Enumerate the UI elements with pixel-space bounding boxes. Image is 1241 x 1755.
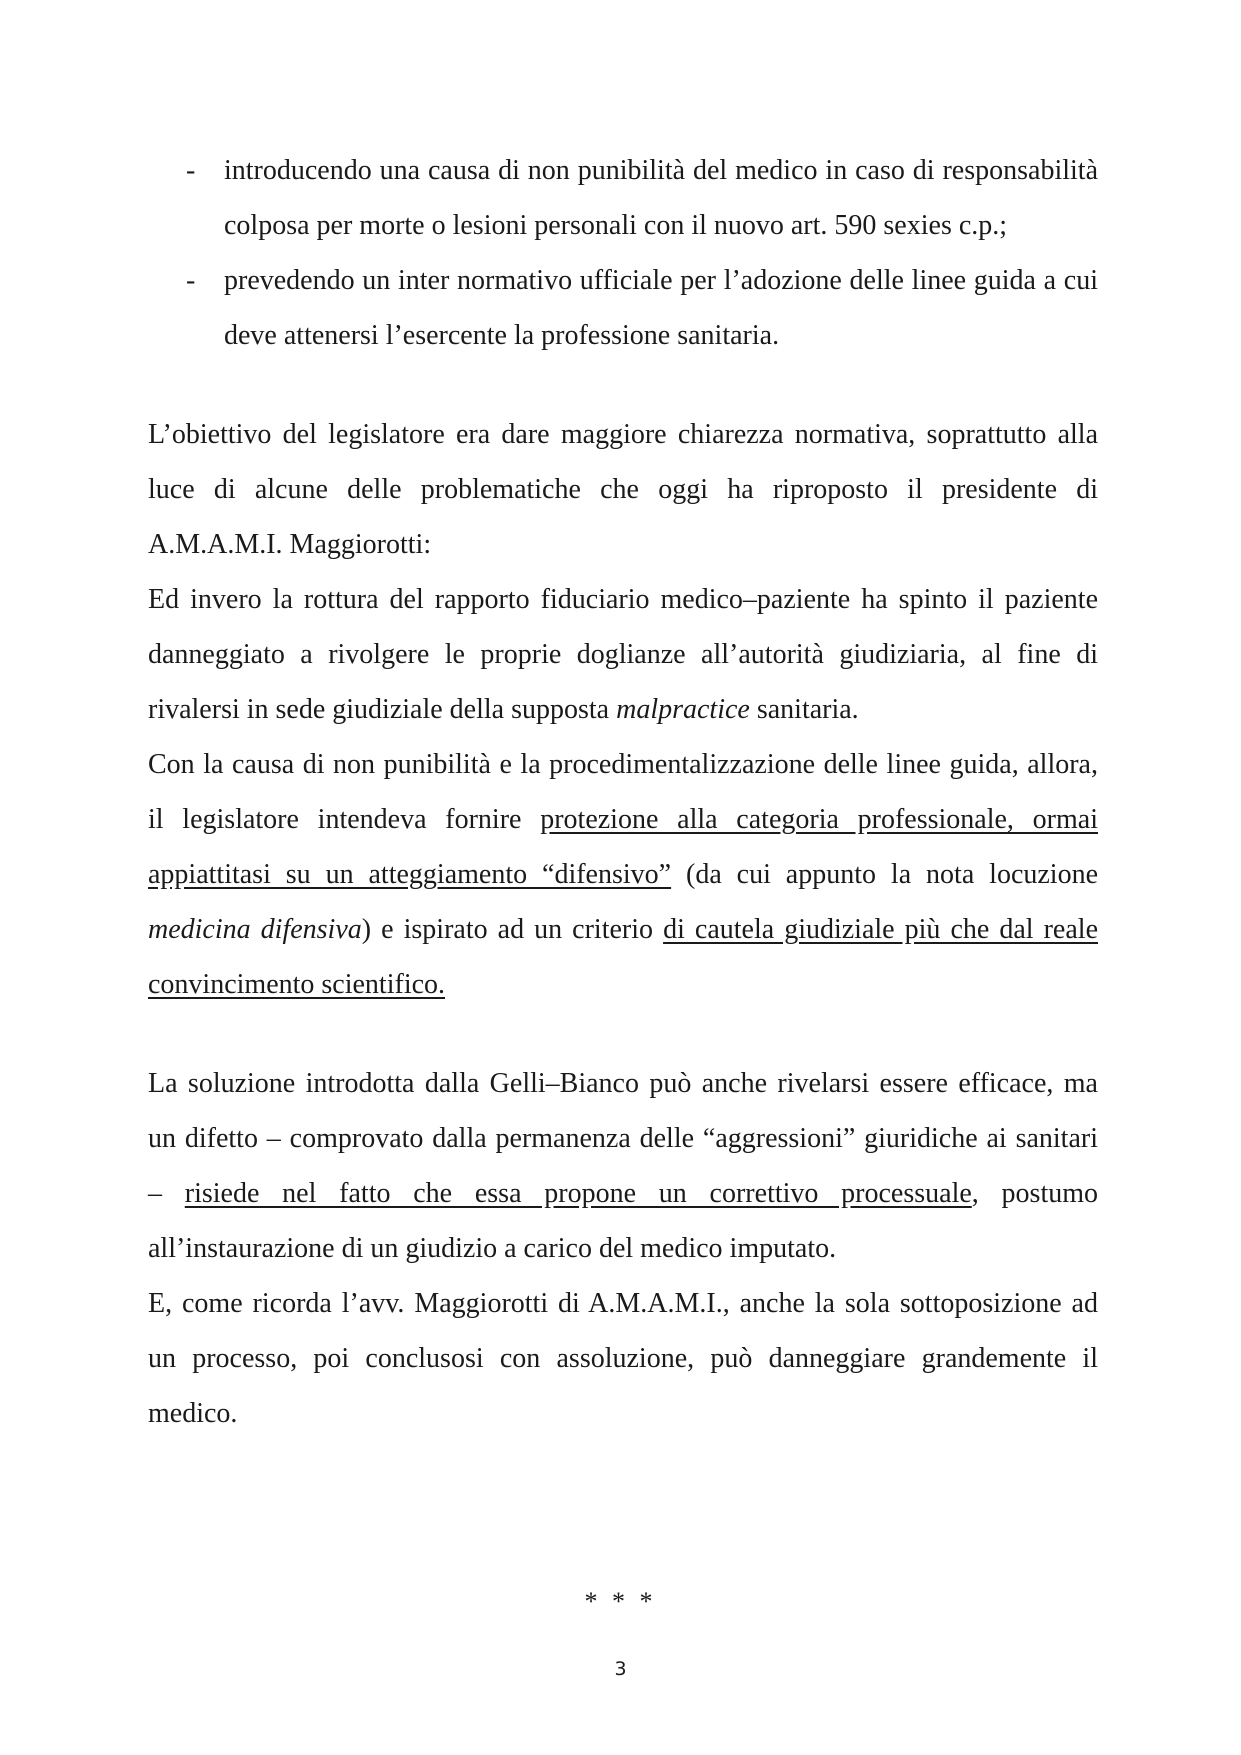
italic-term: malpractice xyxy=(616,694,750,725)
paragraph-malpractice xyxy=(148,572,1098,737)
underlined-text: protezione alla categoria professionale, ormai appiattitasi su un atteggiamento “difensivo” xyxy=(148,804,1098,890)
paragraph-protection xyxy=(148,737,1098,1012)
bullet-marker: - xyxy=(186,265,196,296)
section-separator: * * * xyxy=(584,1587,657,1616)
underlined-text: risiede nel fatto che essa propone un correttivo processuale xyxy=(184,1178,972,1209)
bullet-list xyxy=(148,143,1098,363)
underlined-text: di cautela giudiziale più che dal reale convincimento scientifico. xyxy=(148,914,1098,1000)
paragraph-text: ) e ispirato ad un criterio xyxy=(361,914,664,945)
bullet-text: introducendo una causa di non punibilità del medico in caso di responsabilità colposa per morte o lesioni personali con il nuovo art. 590 sexies c.p.; xyxy=(224,155,1098,241)
paragraph-text: , postumo all’instaurazione di un giudizio a carico del medico imputato. xyxy=(148,1178,1099,1264)
paragraph-text: (da cui appunto la nota locuzione xyxy=(671,859,1099,890)
bullet-text: prevedendo un inter normativo ufficiale per l’adozione delle linee guida a cui deve attenersi l’esercente la professione sanitaria. xyxy=(224,265,1098,351)
paragraph-text: Ed invero la rottura del rapporto fiduciario medico–paziente ha spinto il paziente danneggiato a rivolgere le proprie doglianze all’autorità giudiziaria, al fine di rivalersi in sede giudiziale della supposta xyxy=(148,584,1098,725)
italic-term: medicina difensiva xyxy=(148,914,362,945)
page-number: 3 xyxy=(614,1658,627,1680)
paragraph-solution xyxy=(148,1056,1098,1276)
paragraph-text: E, come ricorda l’avv. Maggiorotti di A.M.A.M.I., anche la sola sottoposizione ad un processo, poi conclusosi con assoluzione, può danneggiare grandemente il medico. xyxy=(148,1288,1098,1429)
paragraph-conclusion xyxy=(148,1276,1098,1441)
paragraph-text: sanitaria. xyxy=(749,694,859,725)
paragraph-text: Con la causa di non punibilità e la procedimentalizzazione delle linee guida, allora, il legislatore intendeva fornire xyxy=(148,749,1098,835)
page-body xyxy=(148,143,1098,1441)
list-item xyxy=(148,143,1098,253)
paragraph-objective xyxy=(148,407,1098,572)
paragraph-text: La soluzione introdotta dalla Gelli–Bianco può anche rivelarsi essere efficace, ma un difetto – comprovato dalla permanenza delle “aggressioni” giuridiche ai sanitari – xyxy=(148,1068,1098,1209)
paragraph-gap xyxy=(148,1012,1098,1056)
bullet-marker: - xyxy=(186,155,196,186)
list-item xyxy=(148,253,1098,363)
paragraph-text: L’obiettivo del legislatore era dare maggiore chiarezza normativa, soprattutto alla luce di alcune delle problematiche che oggi ha riproposto il presidente di A.M.A.M.I. Maggiorotti: xyxy=(148,419,1098,560)
